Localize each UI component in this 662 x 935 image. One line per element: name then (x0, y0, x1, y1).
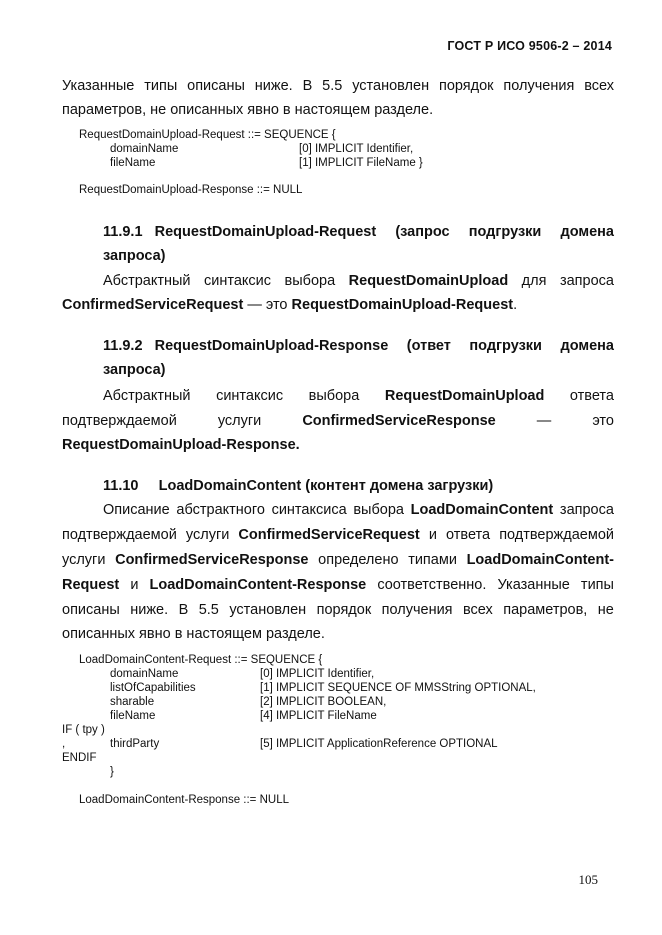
word: услуги (185, 527, 230, 543)
word: ответа (446, 527, 491, 543)
word: получения (381, 602, 453, 618)
word: подгрузки (469, 338, 542, 354)
word: домена (560, 338, 614, 354)
word: запроса (559, 273, 614, 289)
section-11-10-line-4 (62, 577, 614, 593)
word: Описание (103, 502, 170, 518)
code-line: LoadDomainContent-Response ::= NULL (79, 794, 289, 806)
word: параметров, (503, 602, 588, 618)
word: абстрактного (176, 502, 265, 518)
word: всех (462, 602, 493, 618)
word: выбора (308, 388, 360, 404)
word: соответственно. (377, 577, 487, 593)
word: не (597, 602, 614, 618)
code-field-name: fileName (110, 157, 156, 169)
word: установлен (352, 78, 430, 94)
word: ниже. (130, 602, 169, 618)
word: Абстрактный (103, 273, 191, 289)
code-line: LoadDomainContent-Request ::= SEQUENCE { (79, 654, 323, 666)
code-field-name: listOfCapabilities (110, 682, 196, 694)
word: подтверждаемой (499, 527, 614, 543)
section-title-cont: запроса) (103, 248, 166, 264)
word: запроса (559, 502, 614, 518)
section-11-10-line-2 (62, 527, 614, 543)
word: (запрос (395, 224, 450, 240)
word: 5.5 (198, 602, 219, 618)
section-11-9-1-title (103, 224, 614, 240)
section-11-9-2-para (103, 388, 614, 404)
section-11-10-line-5 (62, 602, 614, 618)
code-field-def: [1] IMPLICIT FileName } (299, 157, 423, 169)
code-field-name: thirdParty (110, 738, 160, 750)
word: и (428, 527, 437, 543)
word: RequestDomainUpload (348, 273, 509, 289)
section-number: 11.9.1 RequestDomainUpload-Request (103, 224, 377, 240)
word: услуги (62, 552, 106, 568)
word: подгрузки (468, 224, 542, 240)
code-field-name: sharable (110, 696, 155, 708)
section-11-10-line-1 (103, 502, 614, 518)
word: описаны (62, 602, 120, 618)
word: ConfirmedServiceRequest (238, 527, 420, 543)
word: типами (408, 552, 457, 568)
word: ответа (569, 388, 614, 404)
code-line: RequestDomainUpload-Request ::= SEQUENCE { (79, 129, 336, 141)
word: — (536, 413, 552, 429)
word: 5.5 (322, 78, 343, 94)
code-close: } (110, 766, 114, 778)
word: порядок (316, 602, 372, 618)
code-field-def: [2] IMPLICIT BOOLEAN, (260, 696, 387, 708)
code-comma: , (62, 738, 66, 750)
section-11-9-2-para-3: RequestDomainUpload-Response. (62, 437, 300, 453)
code-field-name: domainName (110, 143, 179, 155)
word: описаны (187, 78, 245, 94)
word: синтаксис (216, 388, 284, 404)
document-header: ГОСТ Р ИСО 9506-2 – 2014 (447, 39, 612, 53)
code-field-name: fileName (110, 710, 156, 722)
section-11-10-line-6: описанных явно в настоящем разделе. (62, 626, 325, 642)
word: ниже. (254, 78, 293, 94)
section-11-9-2-para-2 (62, 413, 614, 429)
code-field-def: [1] IMPLICIT SEQUENCE OF MMSString OPTIONAL, (260, 682, 536, 694)
word: RequestDomainUpload (384, 388, 545, 404)
word: и (130, 577, 139, 593)
word: порядок (438, 78, 494, 94)
word: ConfirmedServiceResponse (302, 413, 496, 429)
word: В (302, 78, 313, 94)
word: домена (560, 224, 614, 240)
word: LoadDomainContent-Response (149, 577, 367, 593)
word: Абстрактный (103, 388, 191, 404)
word: всех (584, 78, 614, 94)
page-number: 105 (578, 872, 598, 887)
section-number: 11.9.2 RequestDomainUpload-Response (103, 338, 389, 354)
intro-line-1 (62, 78, 614, 94)
word: подтверждаемой (62, 527, 177, 543)
word: синтаксиса (271, 502, 347, 518)
section-11-9-1-para (103, 273, 614, 289)
section-11-10-line-3 (62, 552, 614, 568)
word: синтаксис (204, 273, 272, 289)
section-title-cont: запроса) (103, 362, 166, 378)
word: LoadDomainContent- (466, 552, 614, 568)
code-field-def: [0] IMPLICIT Identifier, (299, 143, 414, 155)
code-if: IF ( tpy ) (62, 724, 105, 736)
word: получения (503, 78, 575, 94)
section-11-10-title: 11.10 LoadDomainContent (контент домена загрузки) (103, 478, 494, 494)
word: Request (62, 577, 120, 593)
code-line: RequestDomainUpload-Response ::= NULL (79, 184, 303, 196)
section-11-9-1-para-2: ConfirmedServiceRequest — это RequestDomainUpload-Request. (62, 297, 518, 313)
word: В (178, 602, 189, 618)
intro-line-2: параметров, не описанных явно в настоящем разделе. (62, 102, 434, 118)
word: выбора (353, 502, 404, 518)
word: это (592, 413, 614, 429)
word: установлен (229, 602, 307, 618)
code-field-def: [5] IMPLICIT ApplicationReference OPTIONAL (260, 738, 498, 750)
word: для (521, 273, 547, 289)
word: Указанные (497, 577, 570, 593)
word: типы (580, 577, 614, 593)
section-11-9-2-title (103, 338, 614, 354)
word: ConfirmedServiceResponse (115, 552, 309, 568)
code-endif: ENDIF (62, 752, 97, 764)
word: Указанные (62, 78, 135, 94)
word: (ответ (406, 338, 451, 354)
word: LoadDomainContent (410, 502, 554, 518)
word: подтверждаемой (62, 413, 177, 429)
code-field-def: [0] IMPLICIT Identifier, (260, 668, 375, 680)
code-field-def: [4] IMPLICIT FileName (260, 710, 377, 722)
code-field-name: domainName (110, 668, 179, 680)
word: услуги (217, 413, 262, 429)
word: выбора (284, 273, 336, 289)
word: типы (144, 78, 178, 94)
word: определено (318, 552, 399, 568)
